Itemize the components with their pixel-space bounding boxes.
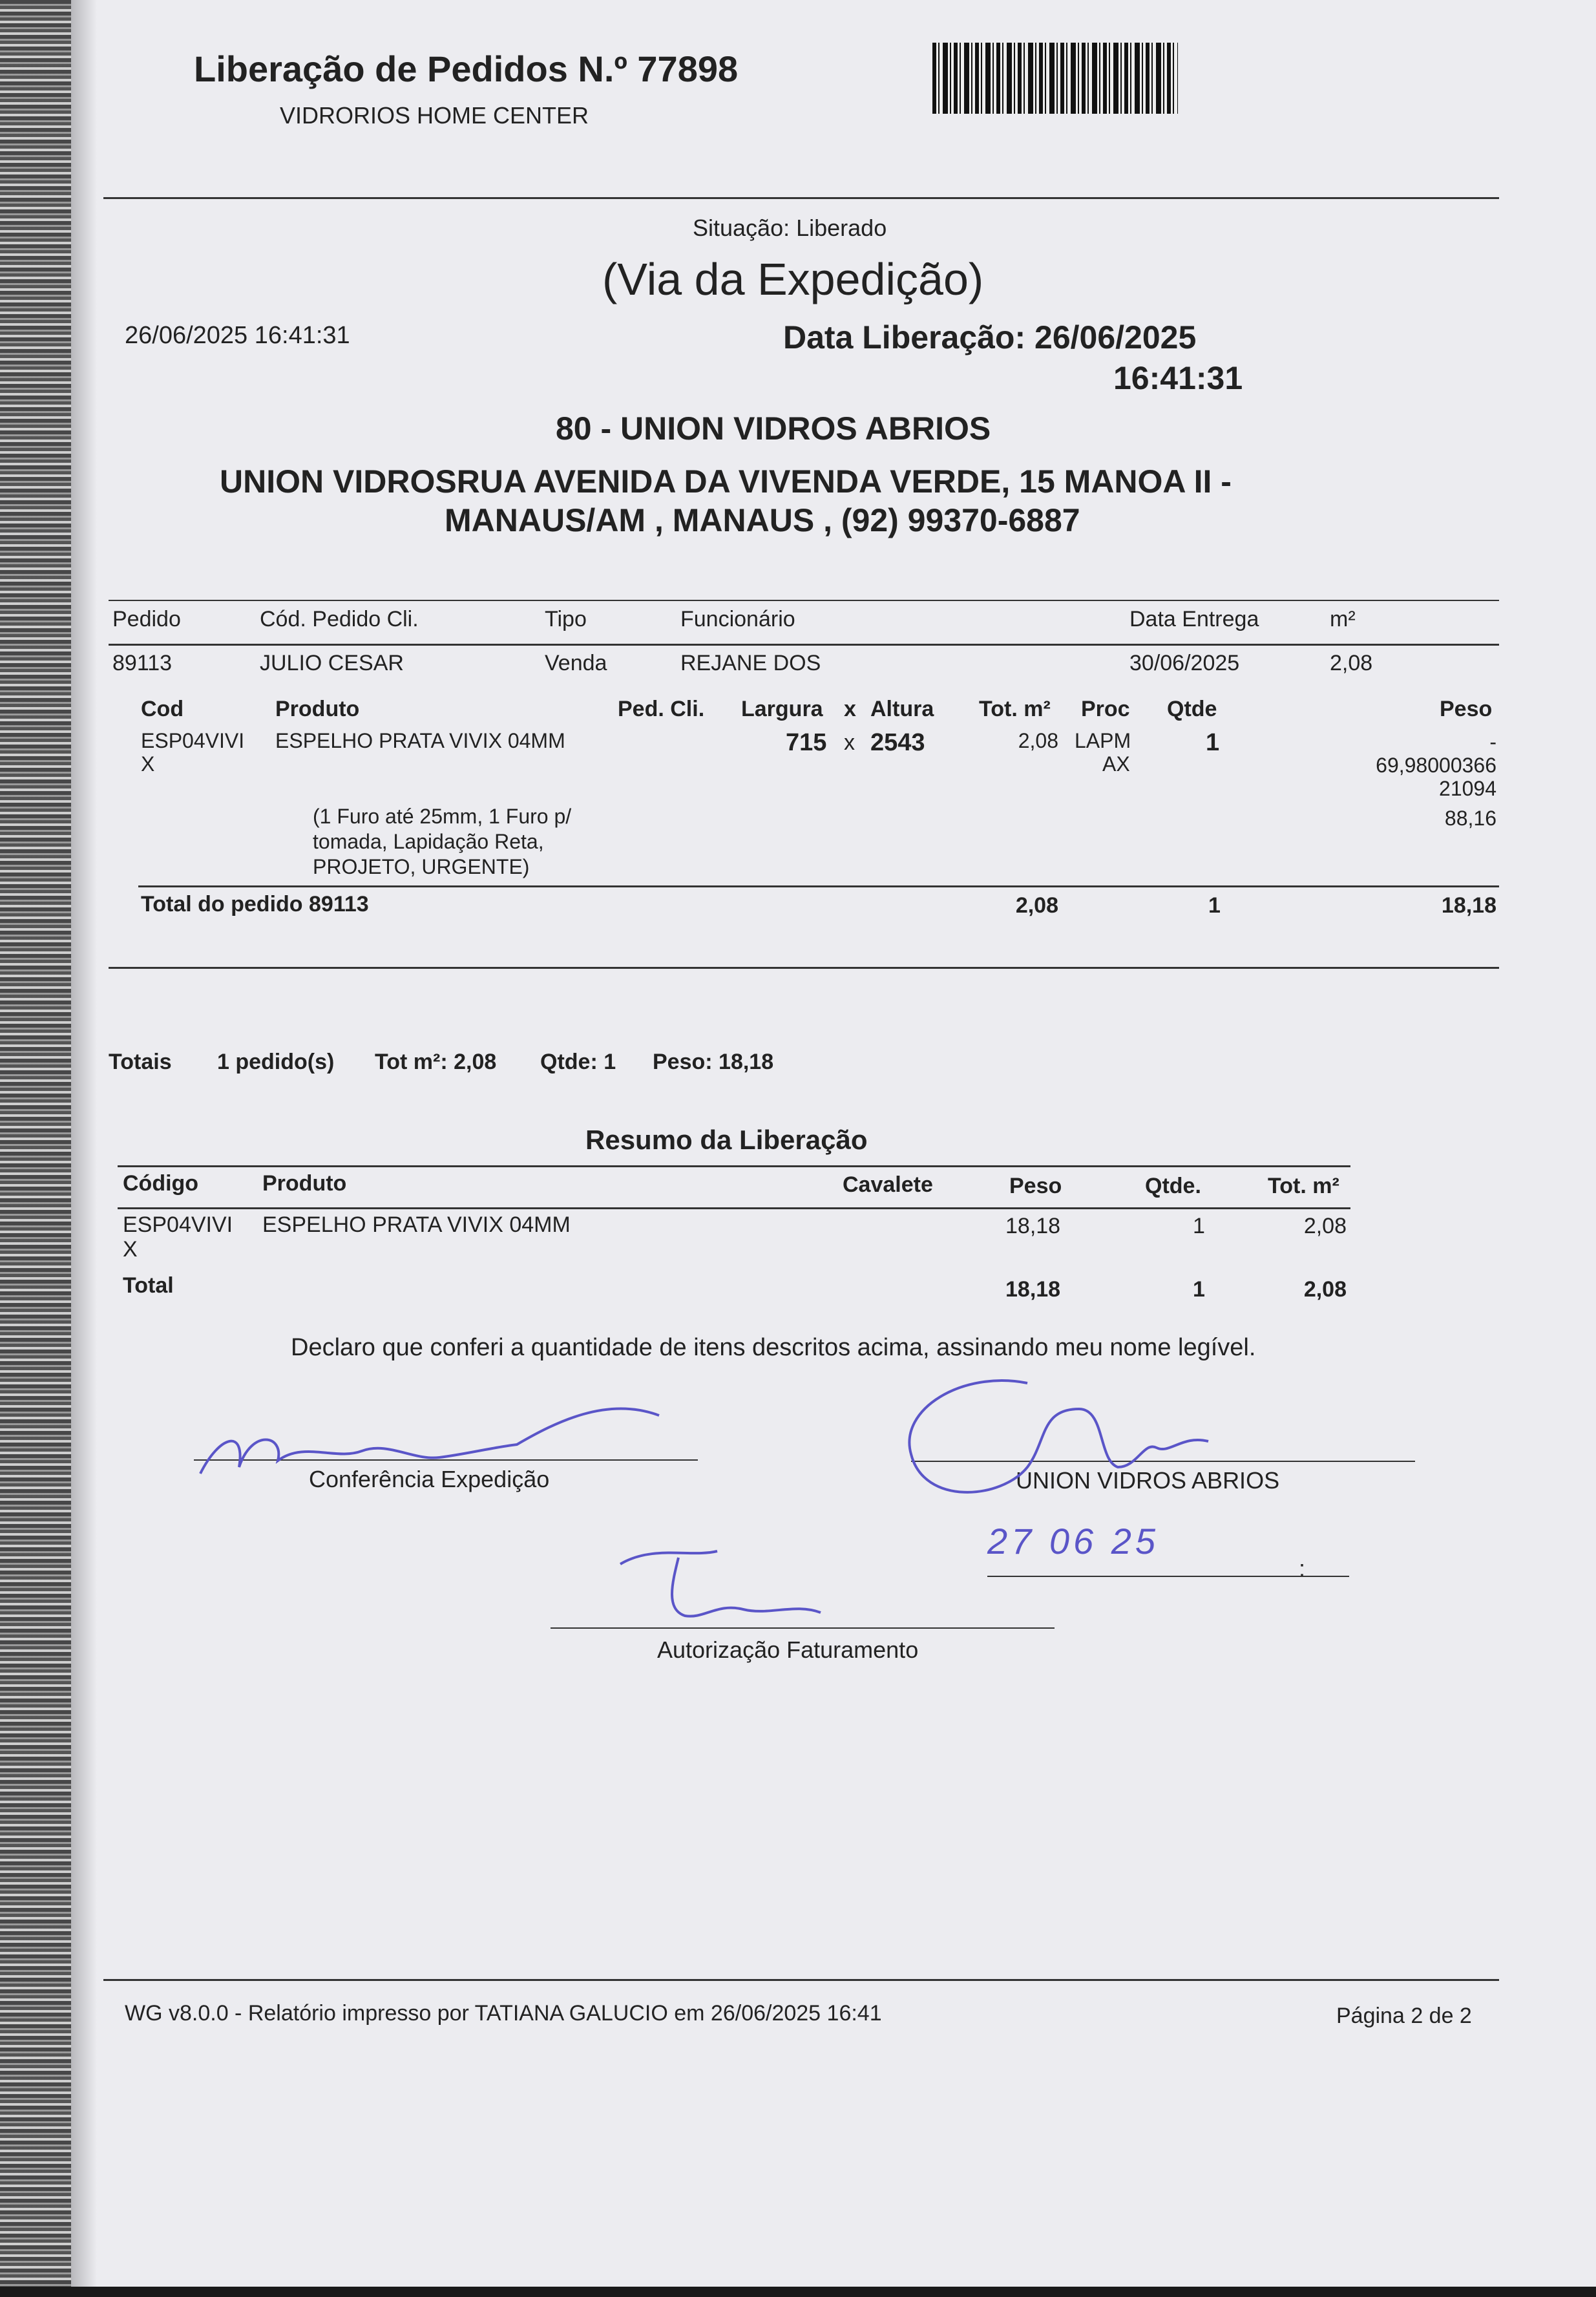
client-label: UNION VIDROS ABRIOS — [1016, 1467, 1280, 1494]
footer-report-text: WG v8.0.0 - Relatório impresso por TATIANA GALUCIO em 26/06/2025 16:41 — [125, 2001, 882, 2026]
customer-address-line1: UNION VIDROSRUA AVENIDA DA VIVENDA VERDE, 15 MANOA II - — [220, 463, 1232, 500]
conferencia-handwritten-signature — [194, 1390, 685, 1487]
resumo-codigo-line2: X — [123, 1237, 138, 1262]
col-funcionario: Funcionário — [680, 607, 795, 631]
customer-code-name: 80 - UNION VIDROS ABRIOS — [556, 410, 991, 447]
item-produto: ESPELHO PRATA VIVIX 04MM — [275, 729, 565, 752]
items-total-line — [138, 885, 1499, 887]
items-total-peso: 18,18 — [1441, 893, 1496, 918]
autorizacao-label: Autorização Faturamento — [657, 1636, 919, 1663]
resumo-col-codigo: Código — [123, 1171, 199, 1196]
totais-pedidos: 1 pedido(s) — [217, 1050, 335, 1074]
totais-peso: Peso: 18,18 — [653, 1050, 774, 1074]
resumo-codigo-line1: ESP04VIVI — [123, 1212, 233, 1237]
item-largura: 715 — [786, 729, 827, 756]
item-col-altura: Altura — [870, 697, 934, 721]
date-line — [987, 1576, 1349, 1577]
resumo-title: Resumo da Liberação — [585, 1125, 868, 1155]
barcode — [932, 43, 1178, 114]
resumo-col-cavalete: Cavalete — [843, 1172, 933, 1197]
items-total-qtde: 1 — [1208, 893, 1221, 918]
print-datetime: 26/06/2025 16:41:31 — [125, 322, 350, 349]
declaration-text: Declaro que conferi a quantidade de itens descritos acima, assinando meu nome legível. — [291, 1334, 1256, 1361]
resumo-peso: 18,18 — [1005, 1214, 1061, 1238]
item-col-ped-cli: Ped. Cli. — [618, 697, 705, 721]
resumo-header-line — [118, 1207, 1350, 1209]
items-total-m2: 2,08 — [1015, 893, 1058, 918]
scanner-edge-gradient — [71, 0, 97, 2297]
header-divider — [103, 197, 1499, 199]
resumo-tot-m2: 2,08 — [1303, 1214, 1347, 1238]
items-total-label: Total do pedido 89113 — [141, 892, 369, 916]
item-col-tot-m2: Tot. m² — [979, 697, 1051, 721]
resumo-col-produto: Produto — [262, 1171, 347, 1196]
hora-liberacao: 16:41:31 — [1113, 360, 1243, 396]
item-col-produto: Produto — [275, 697, 360, 721]
resumo-total-qtde: 1 — [1193, 1277, 1205, 1302]
item-cod-line1: ESP04VIVI — [141, 729, 245, 752]
item-col-x: x — [844, 697, 856, 721]
item-peso-line4: 88,16 — [1444, 807, 1496, 830]
resumo-produto: ESPELHO PRATA VIVIX 04MM — [262, 1212, 571, 1237]
item-col-largura: Largura — [741, 697, 823, 721]
item-col-peso: Peso — [1440, 697, 1493, 721]
order-tipo: Venda — [545, 651, 607, 675]
handwritten-date: 27 06 25 — [987, 1521, 1159, 1561]
totais-qtde: Qtde: 1 — [540, 1050, 616, 1074]
item-obs-line3: PROJETO, URGENTE) — [313, 855, 530, 878]
order-m2: 2,08 — [1330, 651, 1373, 675]
resumo-col-qtde: Qtde. — [1145, 1174, 1201, 1198]
resumo-total-peso: 18,18 — [1005, 1277, 1061, 1302]
resumo-col-tot-m2: Tot. m² — [1268, 1174, 1339, 1198]
order-data-entrega: 30/06/2025 — [1129, 651, 1240, 675]
resumo-total-m2: 2,08 — [1303, 1277, 1347, 1302]
conferencia-label: Conferência Expedição — [309, 1466, 550, 1492]
totais-tot-m2: Tot m²: 2,08 — [375, 1050, 497, 1074]
totais-label: Totais — [109, 1050, 172, 1074]
order-table-top-line — [109, 600, 1499, 601]
item-peso-line1: - — [1489, 730, 1496, 754]
col-cod-pedido-cli: Cód. Pedido Cli. — [260, 607, 419, 631]
footer-divider — [103, 1979, 1499, 1981]
items-bottom-line — [109, 967, 1499, 969]
item-altura: 2543 — [870, 729, 925, 756]
item-tot-m2: 2,08 — [1018, 729, 1058, 752]
col-data-entrega: Data Entrega — [1129, 607, 1259, 631]
resumo-qtde: 1 — [1193, 1214, 1205, 1238]
scanner-bottom-edge — [0, 2287, 1596, 2297]
item-obs-line1: (1 Furo até 25mm, 1 Furo p/ — [313, 805, 572, 828]
customer-address-line2: MANAUS/AM , MANAUS , (92) 99370-6887 — [445, 502, 1080, 538]
document-title: Liberação de Pedidos N.º 77898 — [194, 48, 739, 89]
item-col-proc: Proc — [1081, 697, 1130, 721]
item-col-cod: Cod — [141, 697, 184, 721]
situacao-label: Situação: Liberado — [693, 215, 887, 241]
col-tipo: Tipo — [545, 607, 587, 631]
col-m2: m² — [1330, 607, 1356, 631]
order-table-header-line — [109, 644, 1499, 646]
order-pedido: 89113 — [112, 651, 173, 675]
item-col-qtde: Qtde — [1167, 697, 1217, 721]
item-proc-line2: AX — [1102, 752, 1130, 776]
autorizacao-handwritten-signature — [614, 1538, 859, 1629]
col-pedido: Pedido — [112, 607, 181, 631]
item-peso-line2: 69,98000366 — [1376, 754, 1496, 777]
item-peso-line3: 21094 — [1439, 777, 1496, 800]
data-liberacao: Data Liberação: 26/06/2025 — [783, 319, 1197, 355]
item-x: x — [844, 730, 855, 755]
item-cod-line2: X — [141, 752, 155, 776]
autorizacao-signature-line — [551, 1627, 1055, 1629]
resumo-top-line — [118, 1165, 1350, 1167]
item-proc-line1: LAPM — [1075, 729, 1131, 752]
company-name: VIDRORIOS HOME CENTER — [280, 102, 589, 129]
item-qtde: 1 — [1206, 729, 1220, 756]
via-title: (Via da Expedição) — [602, 254, 984, 304]
resumo-col-peso: Peso — [1009, 1174, 1062, 1198]
client-handwritten-signature — [885, 1370, 1273, 1512]
footer-page-number: Página 2 de 2 — [1336, 2004, 1472, 2028]
order-funcionario: REJANE DOS — [680, 651, 821, 675]
date-colon: : — [1299, 1555, 1306, 1582]
resumo-total-label: Total — [123, 1273, 174, 1298]
item-obs-line2: tomada, Lapidação Reta, — [313, 830, 544, 853]
order-cod-pedido-cli: JULIO CESAR — [260, 651, 404, 675]
scanner-edge-shadow — [0, 0, 71, 2297]
